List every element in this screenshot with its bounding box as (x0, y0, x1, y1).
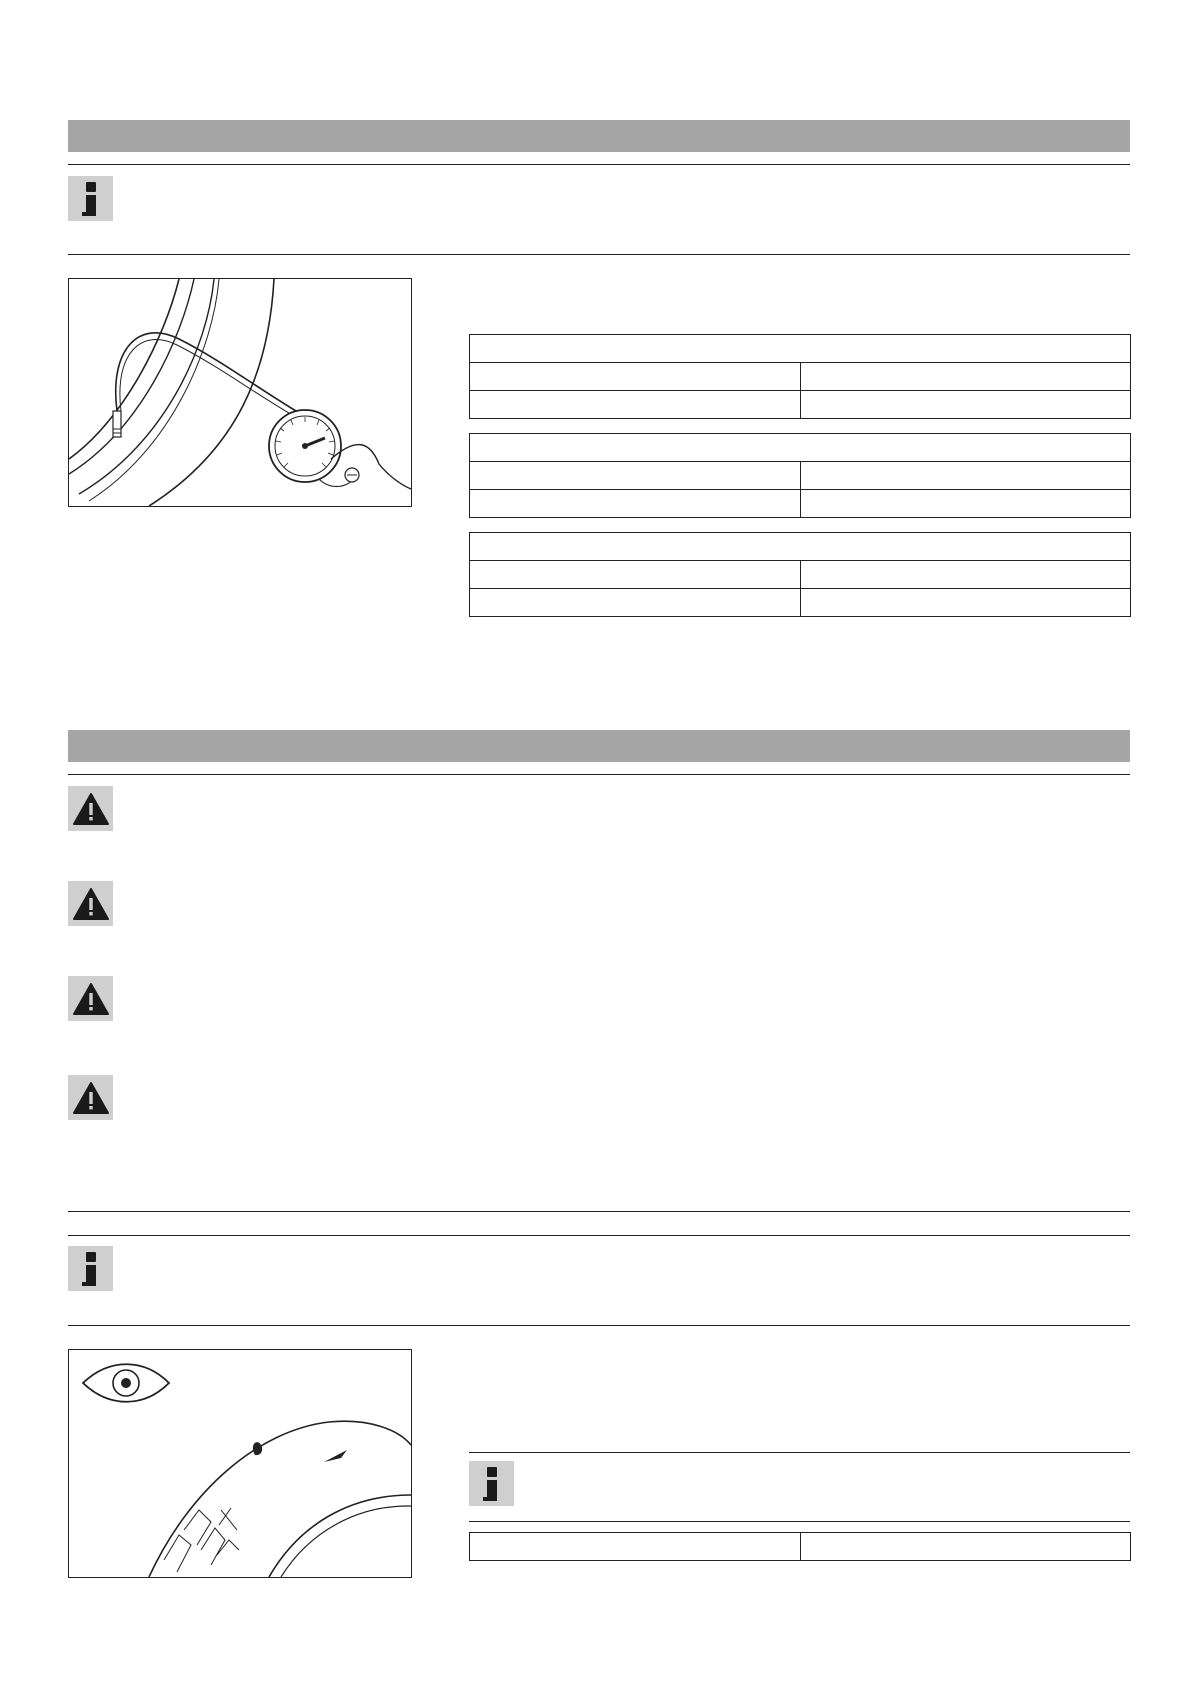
warning-icon (68, 881, 113, 926)
table-cell (800, 1533, 1131, 1561)
pressure-table (469, 433, 1131, 518)
info-icon (469, 1461, 514, 1506)
tire-inspection-illustration (68, 1349, 412, 1578)
table-cell (470, 363, 801, 391)
divider (469, 1452, 1130, 1453)
table-cell (800, 490, 1131, 518)
pressure-table (469, 334, 1131, 419)
table-row (470, 462, 1131, 490)
table-cell (470, 561, 801, 589)
warning-icon (68, 976, 113, 1021)
pressure-table (469, 532, 1131, 617)
warning-icon (68, 786, 113, 831)
divider (68, 774, 1130, 775)
table-cell (470, 462, 801, 490)
table-cell (470, 1533, 801, 1561)
info-icon (68, 1246, 113, 1291)
table-cell (470, 391, 801, 419)
table-cell (800, 462, 1131, 490)
eye-icon (83, 1364, 169, 1402)
table-header (470, 533, 1131, 561)
info-icon (68, 176, 113, 221)
table-row (470, 391, 1131, 419)
tire-pressure-gauge-illustration (68, 278, 412, 507)
warning-icon (68, 1075, 113, 1120)
divider (68, 164, 1130, 165)
table-cell (800, 363, 1131, 391)
table-row (470, 490, 1131, 518)
table-cell (800, 589, 1131, 617)
table-header (470, 335, 1131, 363)
table-row (470, 589, 1131, 617)
spec-table (469, 1532, 1131, 1561)
table-cell (800, 391, 1131, 419)
table-cell (470, 589, 801, 617)
table-row (470, 561, 1131, 589)
table-cell (470, 490, 801, 518)
divider (469, 1521, 1130, 1522)
divider (68, 1211, 1130, 1212)
divider (68, 1235, 1130, 1236)
table-cell (800, 561, 1131, 589)
table-header (470, 434, 1131, 462)
divider (68, 254, 1130, 255)
table-row (470, 1533, 1131, 1561)
section-header-bar (68, 730, 1130, 762)
divider (68, 1325, 1130, 1326)
section-header-bar (68, 120, 1130, 152)
table-row (470, 363, 1131, 391)
